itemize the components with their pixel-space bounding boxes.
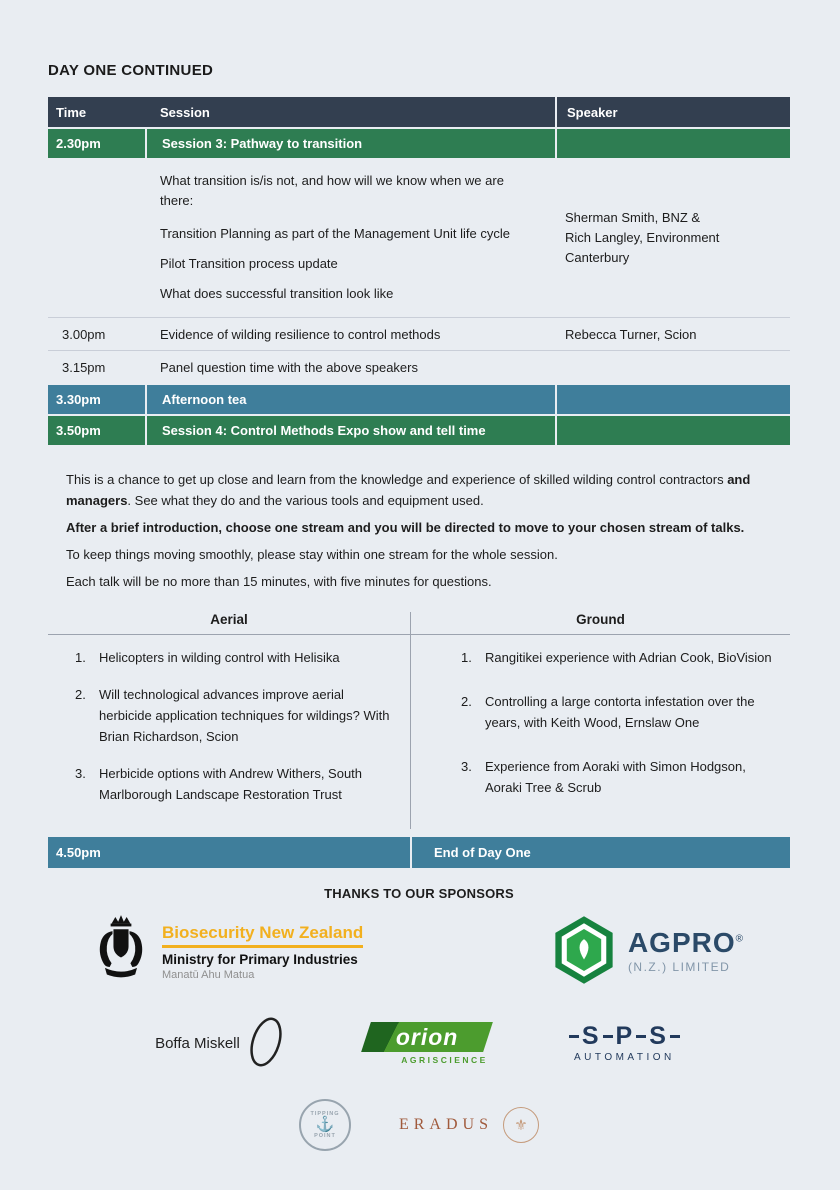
row-time: 3.00pm [62, 326, 106, 342]
session4-title-row [48, 414, 790, 445]
col-header-speaker: Speaker [555, 97, 790, 127]
session3-title-row [48, 127, 790, 158]
sps-automation-logo [566, 1024, 683, 1063]
end-of-day-bar [48, 837, 790, 868]
session3-speaker-spacer [555, 129, 790, 158]
agenda-row-300pm [48, 317, 790, 350]
sps-line-icon [636, 1035, 646, 1038]
session3-detail [145, 171, 555, 304]
session3-detail-row [48, 158, 790, 317]
end-bar-label: End of Day One [410, 837, 790, 868]
row-session: Evidence of wilding resilience to control methods [160, 326, 441, 342]
session3-point-3: What does successful transition look like [160, 286, 394, 301]
biosecurity-nz-logo [88, 913, 363, 990]
speaker-line: Sherman Smith, BNZ & [565, 209, 701, 225]
orion-subtitle: AGRISCIENCE [401, 1055, 488, 1065]
row-session: Panel question time with the above speakers [160, 359, 418, 375]
intro-paragraph-3: To keep things moving smoothly, please stay within one stream for the whole session. [66, 547, 558, 562]
end-bar-time: 4.50pm [48, 837, 410, 868]
list-item: 3. Herbicide options with Andrew Withers, South Marlborough Landscape Restoration Trust [75, 766, 363, 802]
anchor-icon: ⚓ [315, 1115, 335, 1133]
detail-time-spacer [48, 171, 145, 304]
sps-line-icon [670, 1035, 680, 1038]
table-header-row [48, 97, 790, 127]
sps-line-icon [603, 1035, 613, 1038]
eradus-wordmark: ERADUS [398, 1116, 493, 1133]
agenda-table [48, 97, 790, 445]
agpro-wordmark: AGPRO® [627, 927, 744, 958]
tea-time: 3.30pm [56, 392, 101, 407]
agpro-subtitle: (N.Z.) LIMITED [627, 960, 731, 974]
page-title: DAY ONE CONTINUED [48, 62, 214, 79]
intro-paragraph-2: After a brief introduction, choose one stream and you will be directed to move to your chosen stream of talks. [66, 520, 745, 535]
eradus-emblem-icon: ⚜ [503, 1107, 539, 1143]
orion-agriscience-logo [366, 1022, 488, 1065]
ground-stream-column [410, 612, 790, 829]
sponsors-title: THANKS TO OUR SPONSORS [324, 886, 514, 901]
session4-speaker-spacer [555, 416, 790, 445]
agpro-hexagon-icon [552, 915, 616, 988]
tea-label: Afternoon tea [145, 385, 555, 414]
ministry-primary-industries-label: Ministry for Primary Industries [162, 951, 358, 967]
sps-wordmark: S P S [566, 1024, 683, 1049]
speaker-line: Rich Langley, Environment Canterbury [565, 229, 720, 265]
agpro-logo [552, 915, 744, 988]
sps-line-icon [569, 1035, 579, 1038]
intro-paragraph-1: This is a chance to get up close and learn from the knowledge and experience of skilled wilding control contractors and managers. See what they do and the various tools and equipment used. [66, 472, 751, 508]
ground-stream-list [411, 647, 790, 798]
row-speaker: Rebecca Turner, Scion [565, 326, 697, 342]
biosecurity-nz-wordmark: Biosecurity New Zealand [162, 923, 363, 948]
agenda-row-315pm [48, 350, 790, 383]
session4-title: Session 4: Control Methods Expo show and tell time [145, 416, 555, 445]
intro-paragraphs [66, 469, 790, 592]
tipping-point-logo: TIPPING ⚓ POINT [299, 1099, 351, 1151]
manatu-ahu-matua-label: Manatū Ahu Matua [162, 968, 255, 981]
orion-parallelogram-icon [361, 1022, 493, 1052]
afternoon-tea-row [48, 383, 790, 414]
session3-title: Session 3: Pathway to transition [145, 129, 555, 158]
aerial-stream-column [48, 612, 410, 829]
row-speaker [555, 351, 790, 383]
sponsors-row-1 [88, 913, 744, 990]
list-item: 1. Rangitikei experience with Adrian Cook, BioVision [461, 650, 772, 665]
list-item: 2. Will technological advances improve aerial herbicide application techniques for wildings? With Brian Richardson, Scion [75, 687, 390, 744]
boffa-miskell-wordmark: Boffa Miskell [155, 1035, 240, 1052]
list-item: 3. Experience from Aoraki with Simon Hodgson, Aoraki Tree & Scrub [461, 759, 746, 795]
orion-wordmark: orion [395, 1023, 459, 1050]
tea-speaker-spacer [555, 385, 790, 414]
sponsors-row-2 [48, 1014, 790, 1073]
list-item: 1. Helicopters in wilding control with Helisika [75, 650, 340, 665]
list-item: 2. Controlling a large contorta infestation over the years, with Keith Wood, Ernslaw One [461, 694, 755, 730]
session3-point-2: Pilot Transition process update [160, 256, 338, 271]
col-header-time: Time [56, 104, 87, 120]
sponsors-row-3 [48, 1099, 790, 1151]
nz-coat-of-arms-icon [88, 913, 154, 990]
session3-intro: What transition is/is not, and how will we know when we are there: [160, 173, 504, 208]
boffa-miskell-ellipse-icon [244, 1014, 288, 1073]
boffa-miskell-logo [155, 1014, 288, 1073]
streams-section [48, 612, 790, 829]
session3-point-1: Transition Planning as part of the Management Unit life cycle [160, 226, 510, 241]
ground-stream-title: Ground [411, 612, 790, 635]
col-header-session: Session [160, 104, 210, 120]
aerial-stream-title: Aerial [48, 612, 410, 635]
session3-time: 2.30pm [56, 136, 101, 151]
registered-mark: ® [735, 933, 744, 945]
session3-speakers [555, 171, 790, 304]
sps-subtitle: AUTOMATION [574, 1052, 675, 1063]
intro-paragraph-4: Each talk will be no more than 15 minutes, with five minutes for questions. [66, 574, 492, 589]
aerial-stream-list [48, 647, 410, 805]
session4-time: 3.50pm [56, 423, 101, 438]
row-time: 3.15pm [62, 359, 106, 375]
eradus-logo [399, 1107, 539, 1143]
